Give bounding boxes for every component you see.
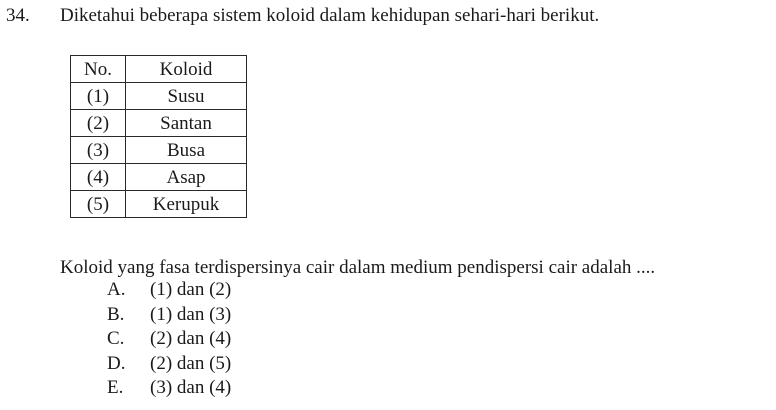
option-text: (1) dan (2) xyxy=(150,279,232,300)
row-number: (3) xyxy=(71,137,126,164)
colloid-table xyxy=(70,55,247,218)
header-koloid: Koloid xyxy=(126,56,247,83)
question-number: 34. xyxy=(6,5,30,26)
question-prompt: Koloid yang fasa terdispersinya cair dalam medium pendispersi cair adalah .... xyxy=(60,257,656,278)
row-koloid: Asap xyxy=(126,164,247,191)
row-number: (5) xyxy=(71,191,126,218)
table-header-row xyxy=(71,56,247,83)
table-row xyxy=(71,83,247,110)
option-e[interactable] xyxy=(107,376,231,401)
row-number: (1) xyxy=(71,83,126,110)
row-koloid: Busa xyxy=(126,137,247,164)
option-c[interactable] xyxy=(107,327,231,352)
table-row xyxy=(71,110,247,137)
table-row xyxy=(71,191,247,218)
option-a[interactable] xyxy=(107,278,231,303)
option-text: (1) dan (3) xyxy=(150,303,232,325)
option-text: (2) dan (5) xyxy=(150,352,232,374)
table-row xyxy=(71,164,247,191)
option-text: (3) dan (4) xyxy=(150,377,232,398)
option-text: (2) dan (4) xyxy=(150,328,232,349)
table-row xyxy=(71,137,247,164)
option-d[interactable] xyxy=(107,352,231,377)
row-koloid: Kerupuk xyxy=(126,191,247,218)
option-letter: E. xyxy=(107,377,124,398)
option-b[interactable] xyxy=(107,303,231,328)
header-no: No. xyxy=(71,56,126,83)
question-stem: Diketahui beberapa sistem koloid dalam kehidupan sehari-hari berikut. xyxy=(60,5,600,26)
option-letter: D. xyxy=(107,352,126,374)
row-number: (2) xyxy=(71,110,126,137)
row-koloid: Santan xyxy=(126,110,247,137)
option-letter: C. xyxy=(107,328,125,349)
option-letter: A. xyxy=(107,279,126,300)
row-number: (4) xyxy=(71,164,126,191)
row-koloid: Susu xyxy=(126,83,247,110)
option-letter: B. xyxy=(107,303,125,325)
answer-options xyxy=(107,278,231,401)
